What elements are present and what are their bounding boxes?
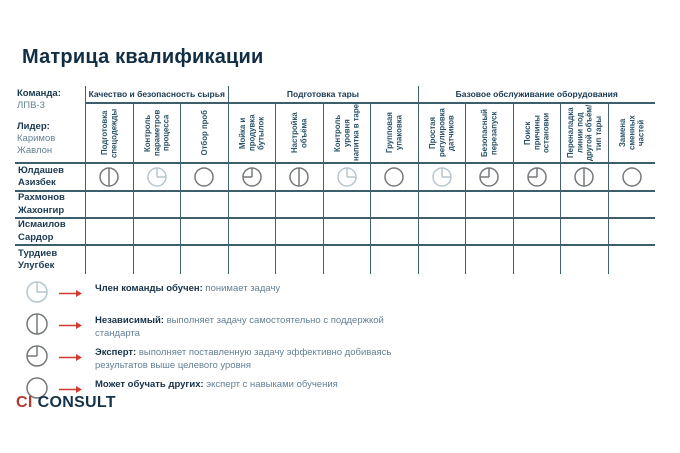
legend-icon-trained [25,280,51,309]
skill-header [228,104,276,164]
skill-cell [228,192,276,219]
skill-cell [275,192,323,219]
skill-header [418,104,466,164]
arrow-icon [59,349,85,367]
member-name: Исмаилов Сардор [18,219,66,243]
skill-cell [323,164,371,192]
skill-header-label: Мойка и продувка бутылок [237,114,266,152]
skill-cell [560,164,608,192]
legend-term: Независимый: [95,315,164,326]
legend-text [95,314,415,341]
member-name-cell [15,246,85,274]
skill-level-icon-teacher [621,166,643,188]
skill-header-label: Настройка объёма [289,112,309,154]
skill-header [85,104,133,164]
skill-header [370,104,418,164]
skill-level-icon-expert [241,166,263,188]
member-name-cell [15,164,85,192]
legend-row [25,282,445,309]
team-label: Команда: [17,88,61,99]
skill-header [560,104,608,164]
legend-description: эксперт с навыками обучения [203,379,338,390]
legend-description: выполняет поставленную задачу эффективно добиваясь результатов выше целевого уровня [95,347,392,372]
skill-cell [180,164,228,192]
skill-cell [85,192,133,219]
legend-text [95,346,415,373]
skill-cell [228,246,276,274]
skill-cell [560,246,608,274]
team-info-cell [15,86,85,164]
legend-text [95,378,415,391]
skill-header-label: Подготовка спецодежды [99,108,119,158]
skill-cell [133,219,181,246]
company-logo [16,394,116,412]
skill-header-label: Отбор проб [199,110,209,156]
skill-cell [465,164,513,192]
skill-cell [560,219,608,246]
logo-part-consult: CONSULT [37,394,116,411]
skill-cell [323,219,371,246]
skill-header [275,104,323,164]
skill-cell [513,246,561,274]
arrow-icon [59,289,83,298]
legend-text [95,282,415,295]
legend-row [25,314,445,341]
skill-header-label: Контроль параметров процесса [142,109,171,157]
skill-level-icon-trained [431,166,453,188]
skill-header-label: Групповая упаковка [384,112,404,154]
skill-cell [370,246,418,274]
skill-header [323,104,371,164]
legend-term: Эксперт: [95,347,137,358]
skill-group-header: Подготовка тары [228,86,418,104]
skill-header [133,104,181,164]
member-name: Рахмонов Жахонгир [18,192,65,216]
leader-label: Лидер: [17,120,50,132]
skill-header-label: Контроль уровня напитка в таре [332,104,361,162]
arrow-icon [59,385,83,394]
arrow-icon [59,353,83,362]
skill-group-header: Базовое обслуживание оборудования [418,86,656,104]
legend-icon-independent [25,312,51,341]
skill-cell [180,219,228,246]
member-name: Турдиев Улугбек [18,247,58,271]
skill-cell [465,192,513,219]
skill-cell [608,192,656,219]
skill-level-icon-teacher [193,166,215,188]
skill-cell [228,219,276,246]
skill-cell [465,219,513,246]
skill-cell [180,192,228,219]
skill-header [465,104,513,164]
skill-cell [370,192,418,219]
skill-level-icon-independent [98,166,120,188]
logo-part-ci: CI [16,394,33,411]
skill-level-icon-teacher [383,166,405,188]
skill-cell [85,246,133,274]
skill-cell [133,192,181,219]
legend-row [25,346,445,373]
skill-cell [608,246,656,274]
skill-cell [465,246,513,274]
skill-cell [323,246,371,274]
skill-cell [323,192,371,219]
skill-header-label: Безопасный перезапуск [479,109,499,157]
arrow-icon [59,317,85,335]
legend-description: понимает задачу [202,283,281,294]
skill-level-icon-independent [573,166,595,188]
legend-description: выполняет задачу самостоятельно с поддержкой стандарта [95,315,384,340]
page-title: Матрица квалификации [22,46,264,68]
skill-header-label: Простая регулировка датчиков [427,108,456,158]
skill-header [180,104,228,164]
skill-cell [418,164,466,192]
skill-level-icon-trained [146,166,168,188]
skill-cell [418,246,466,274]
skill-cell [275,246,323,274]
skill-cell [275,219,323,246]
legend-icon-expert [25,344,51,373]
skill-cell [228,164,276,192]
legend-term: Член команды обучен: [95,283,203,294]
member-name-cell [15,219,85,246]
skill-cell [608,164,656,192]
leader-value: Каримов Жавлон [17,132,56,156]
skill-cell [513,164,561,192]
skill-level-icon-expert [478,166,500,188]
skill-header-label: Поиск причины остановки [522,112,551,154]
member-name: Юлдашев Азизбек [18,164,64,188]
skill-cell [418,192,466,219]
skill-cell [513,192,561,219]
skill-level-icon-expert [526,166,548,188]
skill-cell [608,219,656,246]
skill-cell [85,219,133,246]
skill-cell [513,219,561,246]
skill-cell [370,219,418,246]
arrow-icon [59,285,85,303]
skill-cell [370,164,418,192]
qualification-matrix [15,86,655,274]
skill-cell [85,164,133,192]
member-name-cell [15,192,85,219]
skill-cell [418,219,466,246]
legend [25,282,445,410]
skill-header [608,104,656,164]
skill-cell [133,246,181,274]
skill-level-icon-trained [336,166,358,188]
skill-cell [560,192,608,219]
legend-term: Может обучать других: [95,379,204,390]
skill-header-label: Переналадка линии под другой объём/тип тары [565,104,603,162]
arrow-icon [59,321,83,330]
team-value: ЛПВ-3 [17,99,45,111]
skill-cell [180,246,228,274]
skill-group-header: Качество и безопасность сырья [85,86,228,104]
skill-level-icon-independent [288,166,310,188]
skill-header-label: Замена сменных частей [617,115,646,151]
skill-cell [133,164,181,192]
skill-header [513,104,561,164]
skill-cell [275,164,323,192]
